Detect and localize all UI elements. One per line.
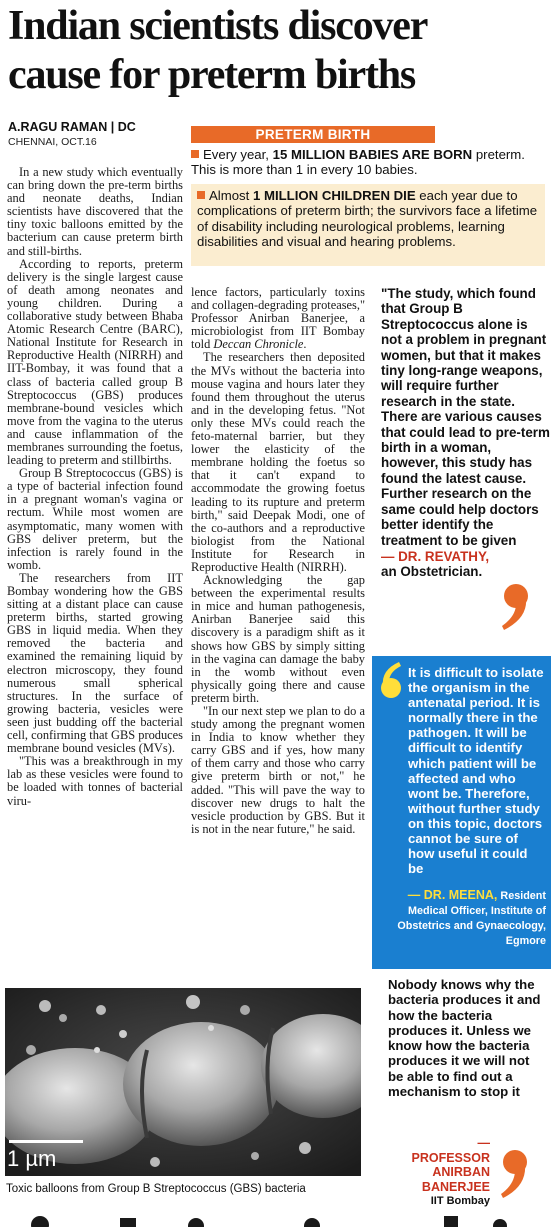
next-article-headline-cutoff — [10, 1210, 550, 1227]
closing-quote-icon — [496, 580, 536, 632]
fact-text: preterm. This is more than 1 in every 10 babies. — [191, 147, 525, 177]
paragraph — [191, 286, 365, 351]
quote-author: ANIRBAN — [432, 1165, 490, 1179]
paragraph-text: lence factors, particularly toxins and collagen-degrading proteases," Professor Anirban Banerjee, a microbiologist from IIT Bombay told — [191, 285, 365, 352]
paragraph: The researchers then deposited the MVs without the bacteria into mouse vagina and hours later they found them throughout the uterus and in the developing fetus. "Not only these MVs could reach the feto-maternal barrier, but they lower the elasticity of the membrane holding the foetus so that it can't expand to accommodate the growing foetus leading to its rupture and preterm birth," said Deepak Modi, one of the co-authors and a reproductive biologist from the National Institute for Research in Reproductive Health (NIRRH). — [191, 350, 365, 574]
article-column-1 — [7, 166, 183, 808]
article-column-2 — [191, 286, 365, 836]
paragraph: "In our next step we plan to do a study among the pregnant women in India to know whether they carry GBS and if yes, how many of them carry and those who carry give preterm birth or not," he added. "This will pave the way to discover new drugs to halt the vesicle production by GBS. But it is not in the near future," he said. — [191, 704, 365, 836]
pull-quote-banerjee — [388, 977, 548, 1099]
quote-text: It is difficult to isolate the organism in the antenatal period. It is normally there in the pathogen. It will be difficult to identify which patient will be affected and who wont be. Therefore, without further study on this topic, doctors cannot be sure of how useful it could be — [408, 665, 544, 877]
quote-author: BANERJEE — [421, 1179, 490, 1194]
photo-caption: Toxic balloons from Group B Streptococcus (GBS) bacteria — [6, 1183, 306, 1195]
paragraph: In a new study which eventually can bring down the pre-term births and neonate deaths, Indian scientists have discovered that the tiny toxic balloons emitted by the bacterium can cause preterm birth and still-births. — [7, 165, 183, 258]
section-tag: PRETERM BIRTH — [191, 126, 435, 143]
fact-item-1 — [191, 147, 547, 177]
quote-text: "The study, which found that Group B Streptococcus alone is not a problem in pregnant women, but that it makes tiny long-range weapons, will require further research in the state. There are various causes that could lead to pre-term birth in a woman, however, this study has found the latest cause. Further research on the same could help doctors better identify the treatment to be given — [381, 286, 550, 548]
quote-author: — DR. REVATHY, — [381, 548, 490, 564]
paragraph: According to reports, preterm delivery is the single largest cause of death among neonates and young children. During a collaborative study between Bhaba Atomic Research Centre (BARC), National Institute for Research in Reproductive Health (NIRRH) and IIT-Bombay, it was found that a class of bacteria called group B Streptococcus (GBS) produces membrane-bound vesicles which move from the vagina to the uterus and cause inflammation of the membranes surrounding the foetus, leading to preterm and stillbirths. — [7, 256, 183, 468]
bullet-square-icon — [191, 150, 199, 158]
quote-author-affiliation: IIT Bombay — [430, 1195, 490, 1207]
bacteria-micrograph-image — [5, 988, 361, 1176]
paragraph-text: . — [303, 337, 307, 352]
paragraph: Acknowledging the gap between the experimental results in mice and human pathogenesis, Anirban Banerjee said this discovery is a paradigm shift as it shows how GBS by simply sitting in the vagina can damage the baby in the womb without even physically going there and cause preterm birth. — [191, 573, 365, 705]
bullet-square-icon — [197, 191, 205, 199]
headline — [8, 2, 553, 100]
fact-text: Every year, — [203, 147, 273, 162]
headline-line-1: Indian scientists discover — [8, 3, 428, 49]
scale-bar-label: 1 µm — [7, 1146, 57, 1171]
quote-author: — DR. MEENA, — [407, 888, 498, 902]
fact-text: Almost — [209, 188, 253, 203]
dateline: CHENNAI, OCT.16 — [8, 136, 97, 148]
micrograph-photo — [5, 988, 361, 1176]
quote-author-role: Resident Medical Officer, Institute of Obstetrics and Gynaecology, Egmore — [397, 890, 546, 947]
headline-line-2: cause for preterm births — [8, 52, 416, 98]
quote-attribution — [380, 888, 546, 949]
paragraph: Group B Streptococcus (GBS) is a type of bacterial infection found in a pregnant woman's vagina or rectum. While most women are asymptomatic, many women with GBS deliver preterm, but the infection is rarely found in the womb. — [7, 466, 183, 572]
paragraph: "This was a breakthrough in my lab as these vesicles were found to be loaded with tonnes of bacterial viru- — [7, 754, 183, 808]
fact-highlight: 15 MILLION BABIES ARE BORN — [272, 147, 473, 162]
fact-highlight: 1 MILLION CHILDREN DIE — [252, 188, 416, 203]
quote-attribution — [381, 549, 551, 580]
quote-text: Nobody knows why the bacteria produces it and how the bacteria produces it. Unless we know how the bacteria produces it we will not be able to find out a mechanism to stop it — [388, 977, 541, 1100]
closing-quote-icon — [496, 1146, 534, 1200]
quote-attribution — [396, 1136, 490, 1209]
quote-author: — PROFESSOR — [411, 1136, 490, 1165]
byline: A.RAGU RAMAN | DC — [8, 120, 136, 134]
paragraph: The researchers from IIT Bombay wondering how the GBS sitting at a distant place can cause preterm births, started growing GBS in liquid media. When they removed the bacteria and examined the remaining liquid by electron microscopy, they found numerous small spherical structures. In the surface of growing bacteria, vesicles were seen just budding off the bacterial cell, confirming that GBS produces membrane bound vesicles (MVs). — [7, 570, 183, 756]
publication-name: Deccan Chronicle — [213, 337, 304, 352]
fact-item-2 — [191, 184, 545, 266]
quote-author-role: an Obstetrician. — [381, 564, 483, 580]
pull-quote-meena — [386, 665, 546, 876]
pull-quote-revathy — [381, 286, 551, 580]
fact-text: each year due to complications of preterm birth; the survivors face a lifetime of disability including neurological problems, learning disabilities and visual and hearing problems. — [197, 188, 538, 250]
